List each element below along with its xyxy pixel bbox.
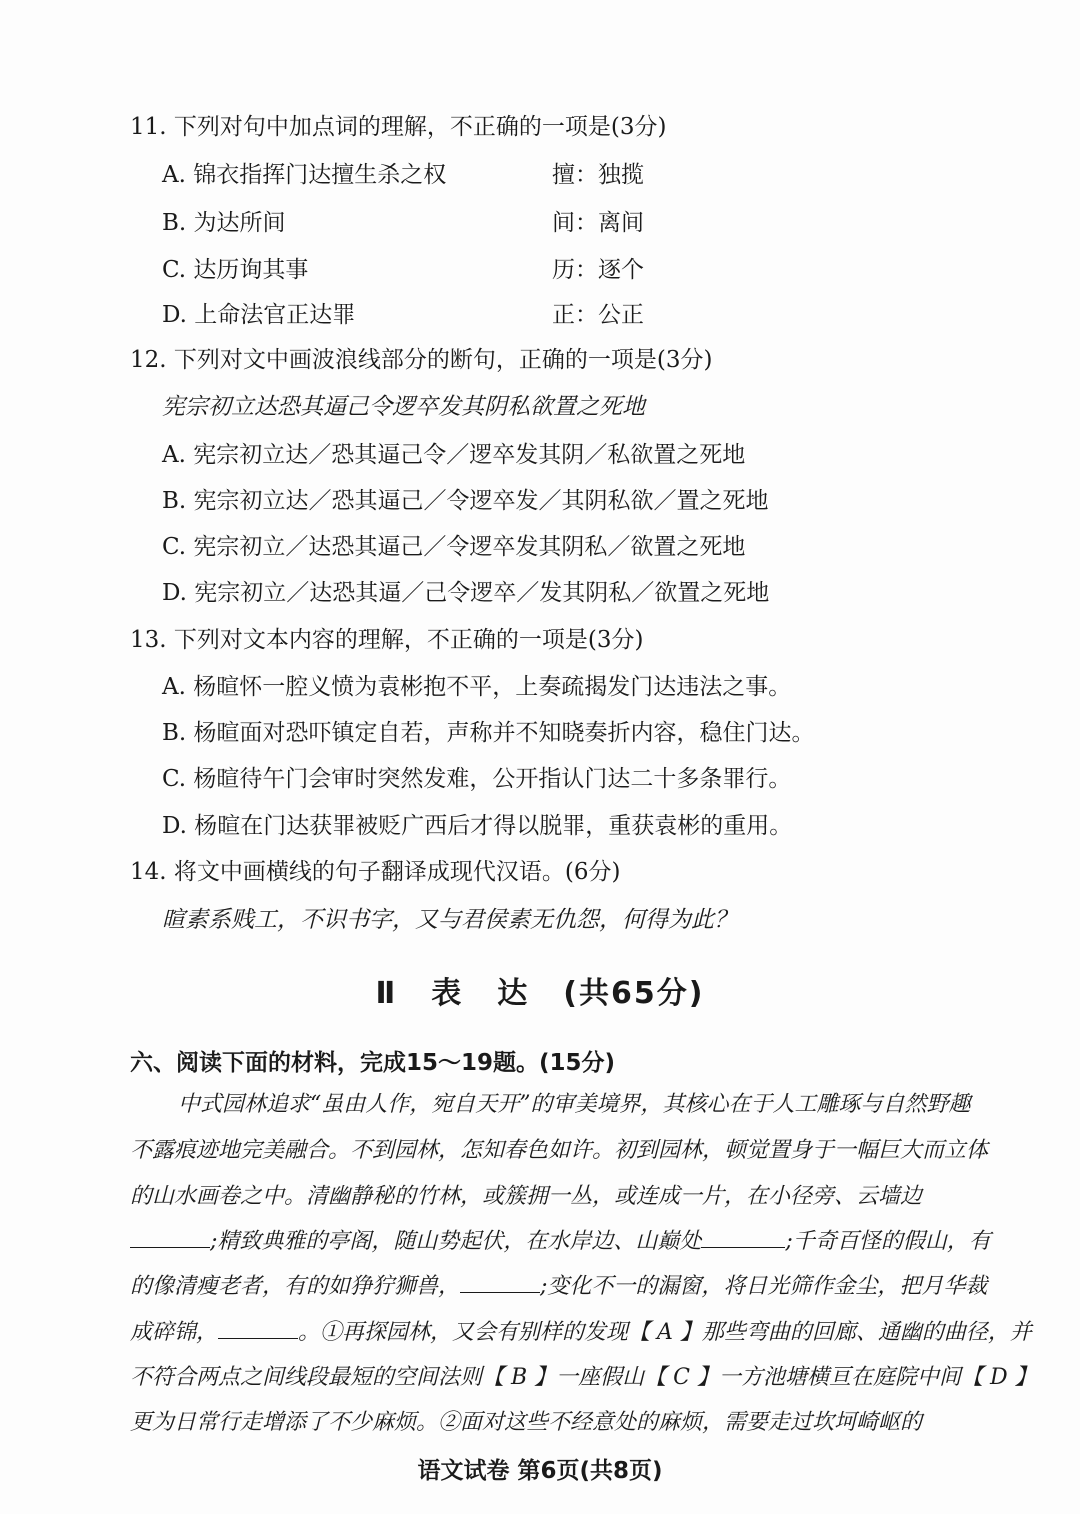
q12-option-a: A. 宪宗初立达／恐其逼己令／逻卒发其阴／私欲置之死地 (162, 442, 746, 468)
passage-line-7: 不符合两点之间线段最短的空间法则【 B 】一座假山【 C 】一方池塘横亘在庭院中间【 D 】 (130, 1365, 1037, 1390)
answer-blank-2[interactable] (701, 1227, 785, 1248)
q11-answer-c: 历：逐个 (552, 257, 644, 283)
q12-stem: 12. 下列对文中画波浪线部分的断句，正确的一项是(3分) (130, 347, 713, 373)
section-score: (共65分) (563, 976, 705, 1011)
q12-option-c: C. 宪宗初立／达恐其逼己／令逻卒发其阴私／欲置之死地 (162, 534, 746, 560)
passage-line-2: 不露痕迹地完美融合。不到园林，怎知春色如许。初到园林，顿觉置身于一幅巨大而立体 (130, 1138, 989, 1163)
answer-blank-4[interactable] (218, 1318, 298, 1339)
q11-answer-b: 间：离间 (552, 210, 644, 236)
passage-line-8: 更为日常行走增添了不少麻烦。②面对这些不经意处的麻烦，需要走过坎坷崎岖的 (130, 1410, 923, 1435)
q11-stem: 11. 下列对句中加点词的理解，不正确的一项是(3分) (130, 114, 667, 140)
q12-source-text: 宪宗初立达恐其逼己令逻卒发其阴私欲置之死地 (162, 394, 645, 420)
answer-blank-1[interactable] (130, 1227, 210, 1248)
q13-option-d: D. 杨暄在门达获罪被贬广西后才得以脱罪，重获袁彬的重用。 (162, 813, 793, 839)
passage-line-5-text: 的像清瘦老者，有的如狰狞狮兽， (130, 1274, 461, 1299)
q12-option-d: D. 宪宗初立／达恐其逼／己令逻卒／发其阴私／欲置之死地 (162, 580, 770, 606)
passage-line-3: 的山水画卷之中。清幽静秘的竹林，或簇拥一丛，或连成一片，在小径旁、云墙边 (130, 1184, 923, 1209)
q11-option-a: A. 锦衣指挥门达擅生杀之权 (162, 162, 447, 188)
passage-line-6-tail: 。①再探园林，又会有别样的发现【 A 】那些弯曲的回廊、通幽的曲径，并 (298, 1320, 1032, 1345)
q13-option-c: C. 杨暄待午门会审时突然发难，公开指认门达二十多条罪行。 (162, 766, 792, 792)
q14-sentence: 暄素系贱工，不识书字，又与君侯素无仇怨，何得为此？ (162, 907, 737, 933)
section-title-b: 达 (497, 976, 530, 1011)
q11-option-d: D. 上命法官正达罪 (162, 302, 356, 328)
page-footer: 语文试卷 第6页(共8页) (417, 1458, 663, 1484)
q11-answer-d: 正：公正 (552, 302, 644, 328)
q12-option-b: B. 宪宗初立达／恐其逼己／令逻卒发／其阴私欲／置之死地 (162, 488, 769, 514)
passage-line-6 (130, 1318, 1032, 1348)
part6-heading: 六、阅读下面的材料，完成15～19题。(15分) (130, 1050, 616, 1076)
q11-option-c: C. 达历询其事 (162, 257, 309, 283)
passage-line-4-text: ;精致典雅的亭阁，随山势起伏，在水岸边、山巅处 (210, 1229, 702, 1254)
section-title-a: 表 (431, 976, 464, 1011)
section-title (0, 968, 1080, 1012)
passage-line-6-text: 成碎锦， (130, 1320, 219, 1345)
q13-option-b: B. 杨暄面对恐吓镇定自若，声称并不知晓奏折内容，稳住门达。 (162, 720, 815, 746)
q14-stem: 14. 将文中画横线的句子翻译成现代汉语。(6分) (130, 859, 621, 885)
passage-line-5-tail: ;变化不一的漏窗，将日光筛作金尘，把月华裁 (540, 1274, 988, 1299)
q13-option-a: A. 杨暄怀一腔义愤为袁彬抱不平，上奏疏揭发门达违法之事。 (162, 674, 792, 700)
q11-option-b: B. 为达所间 (162, 210, 286, 236)
passage-line-1: 中式园林追求“虽由人作，宛自天开”的审美境界，其核心在于人工雕琢与自然野趣 (178, 1092, 971, 1117)
q13-stem: 13. 下列对文本内容的理解，不正确的一项是(3分) (130, 627, 644, 653)
answer-blank-3[interactable] (460, 1272, 540, 1293)
section-numeral: Ⅱ (375, 976, 398, 1011)
passage-line-4 (130, 1227, 991, 1257)
passage-line-4-tail: ;千奇百怪的假山，有 (785, 1229, 991, 1254)
passage-line-5 (130, 1272, 987, 1302)
q11-answer-a: 擅：独揽 (552, 162, 644, 188)
